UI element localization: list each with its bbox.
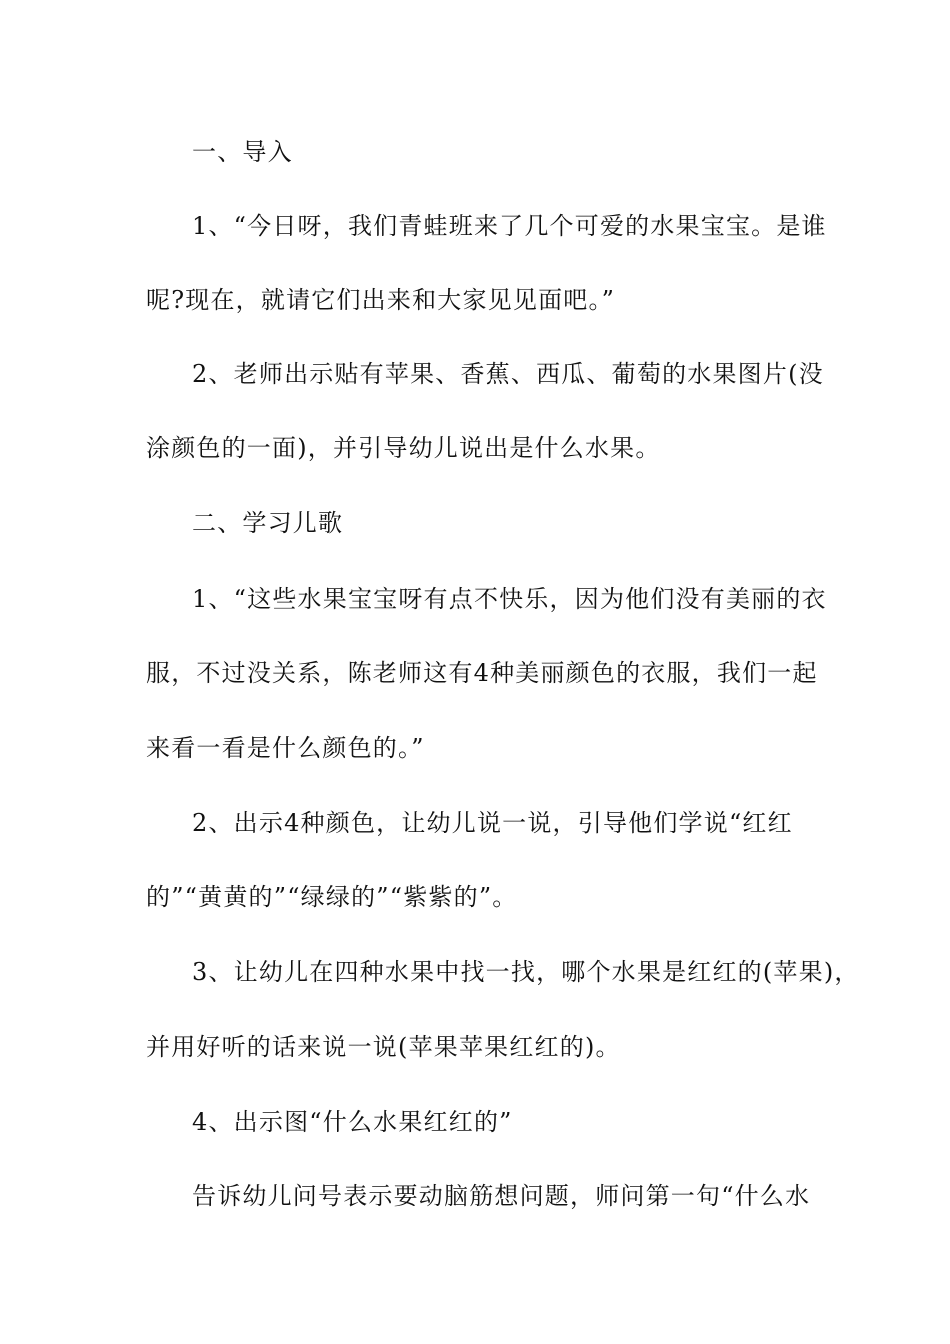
paragraph-line: 服，不过没关系，陈老师这有4种美丽颜色的衣服，我们一起 [146,659,818,687]
paragraph-line: 2、老师出示贴有苹果、香蕉、西瓜、葡萄的水果图片(没 [192,360,824,388]
paragraph-line: 告诉幼儿问号表示要动脑筋想问题，师问第一句“什么水 [192,1182,811,1210]
paragraph-line: 来看一看是什么颜色的。” [146,734,425,762]
paragraph-line: 1、“今日呀，我们青蛙班来了几个可爱的水果宝宝。是谁 [192,212,827,240]
paragraph-line: 3、让幼儿在四种水果中找一找，哪个水果是红红的(苹果)， [192,958,860,986]
paragraph-line: 并用好听的话来说一说(苹果苹果红红的)。 [146,1033,621,1061]
paragraph-line: 涂颜色的一面)，并引导幼儿说出是什么水果。 [146,434,661,462]
paragraph-line: 的”“黄黄的”“绿绿的”“紫紫的”。 [146,883,518,911]
section-heading-learn-song: 二、学习儿歌 [192,509,344,537]
paragraph-line: 2、出示4种颜色，让幼儿说一说，引导他们学说“红红 [192,809,793,837]
paragraph-line: 4、出示图“什么水果红红的” [192,1108,513,1136]
section-heading-intro: 一、导入 [192,138,293,166]
paragraph-line: 1、“这些水果宝宝呀有点不快乐，因为他们没有美丽的衣 [192,585,827,613]
paragraph-line: 呢?现在，就请它们出来和大家见见面吧。” [146,286,616,314]
